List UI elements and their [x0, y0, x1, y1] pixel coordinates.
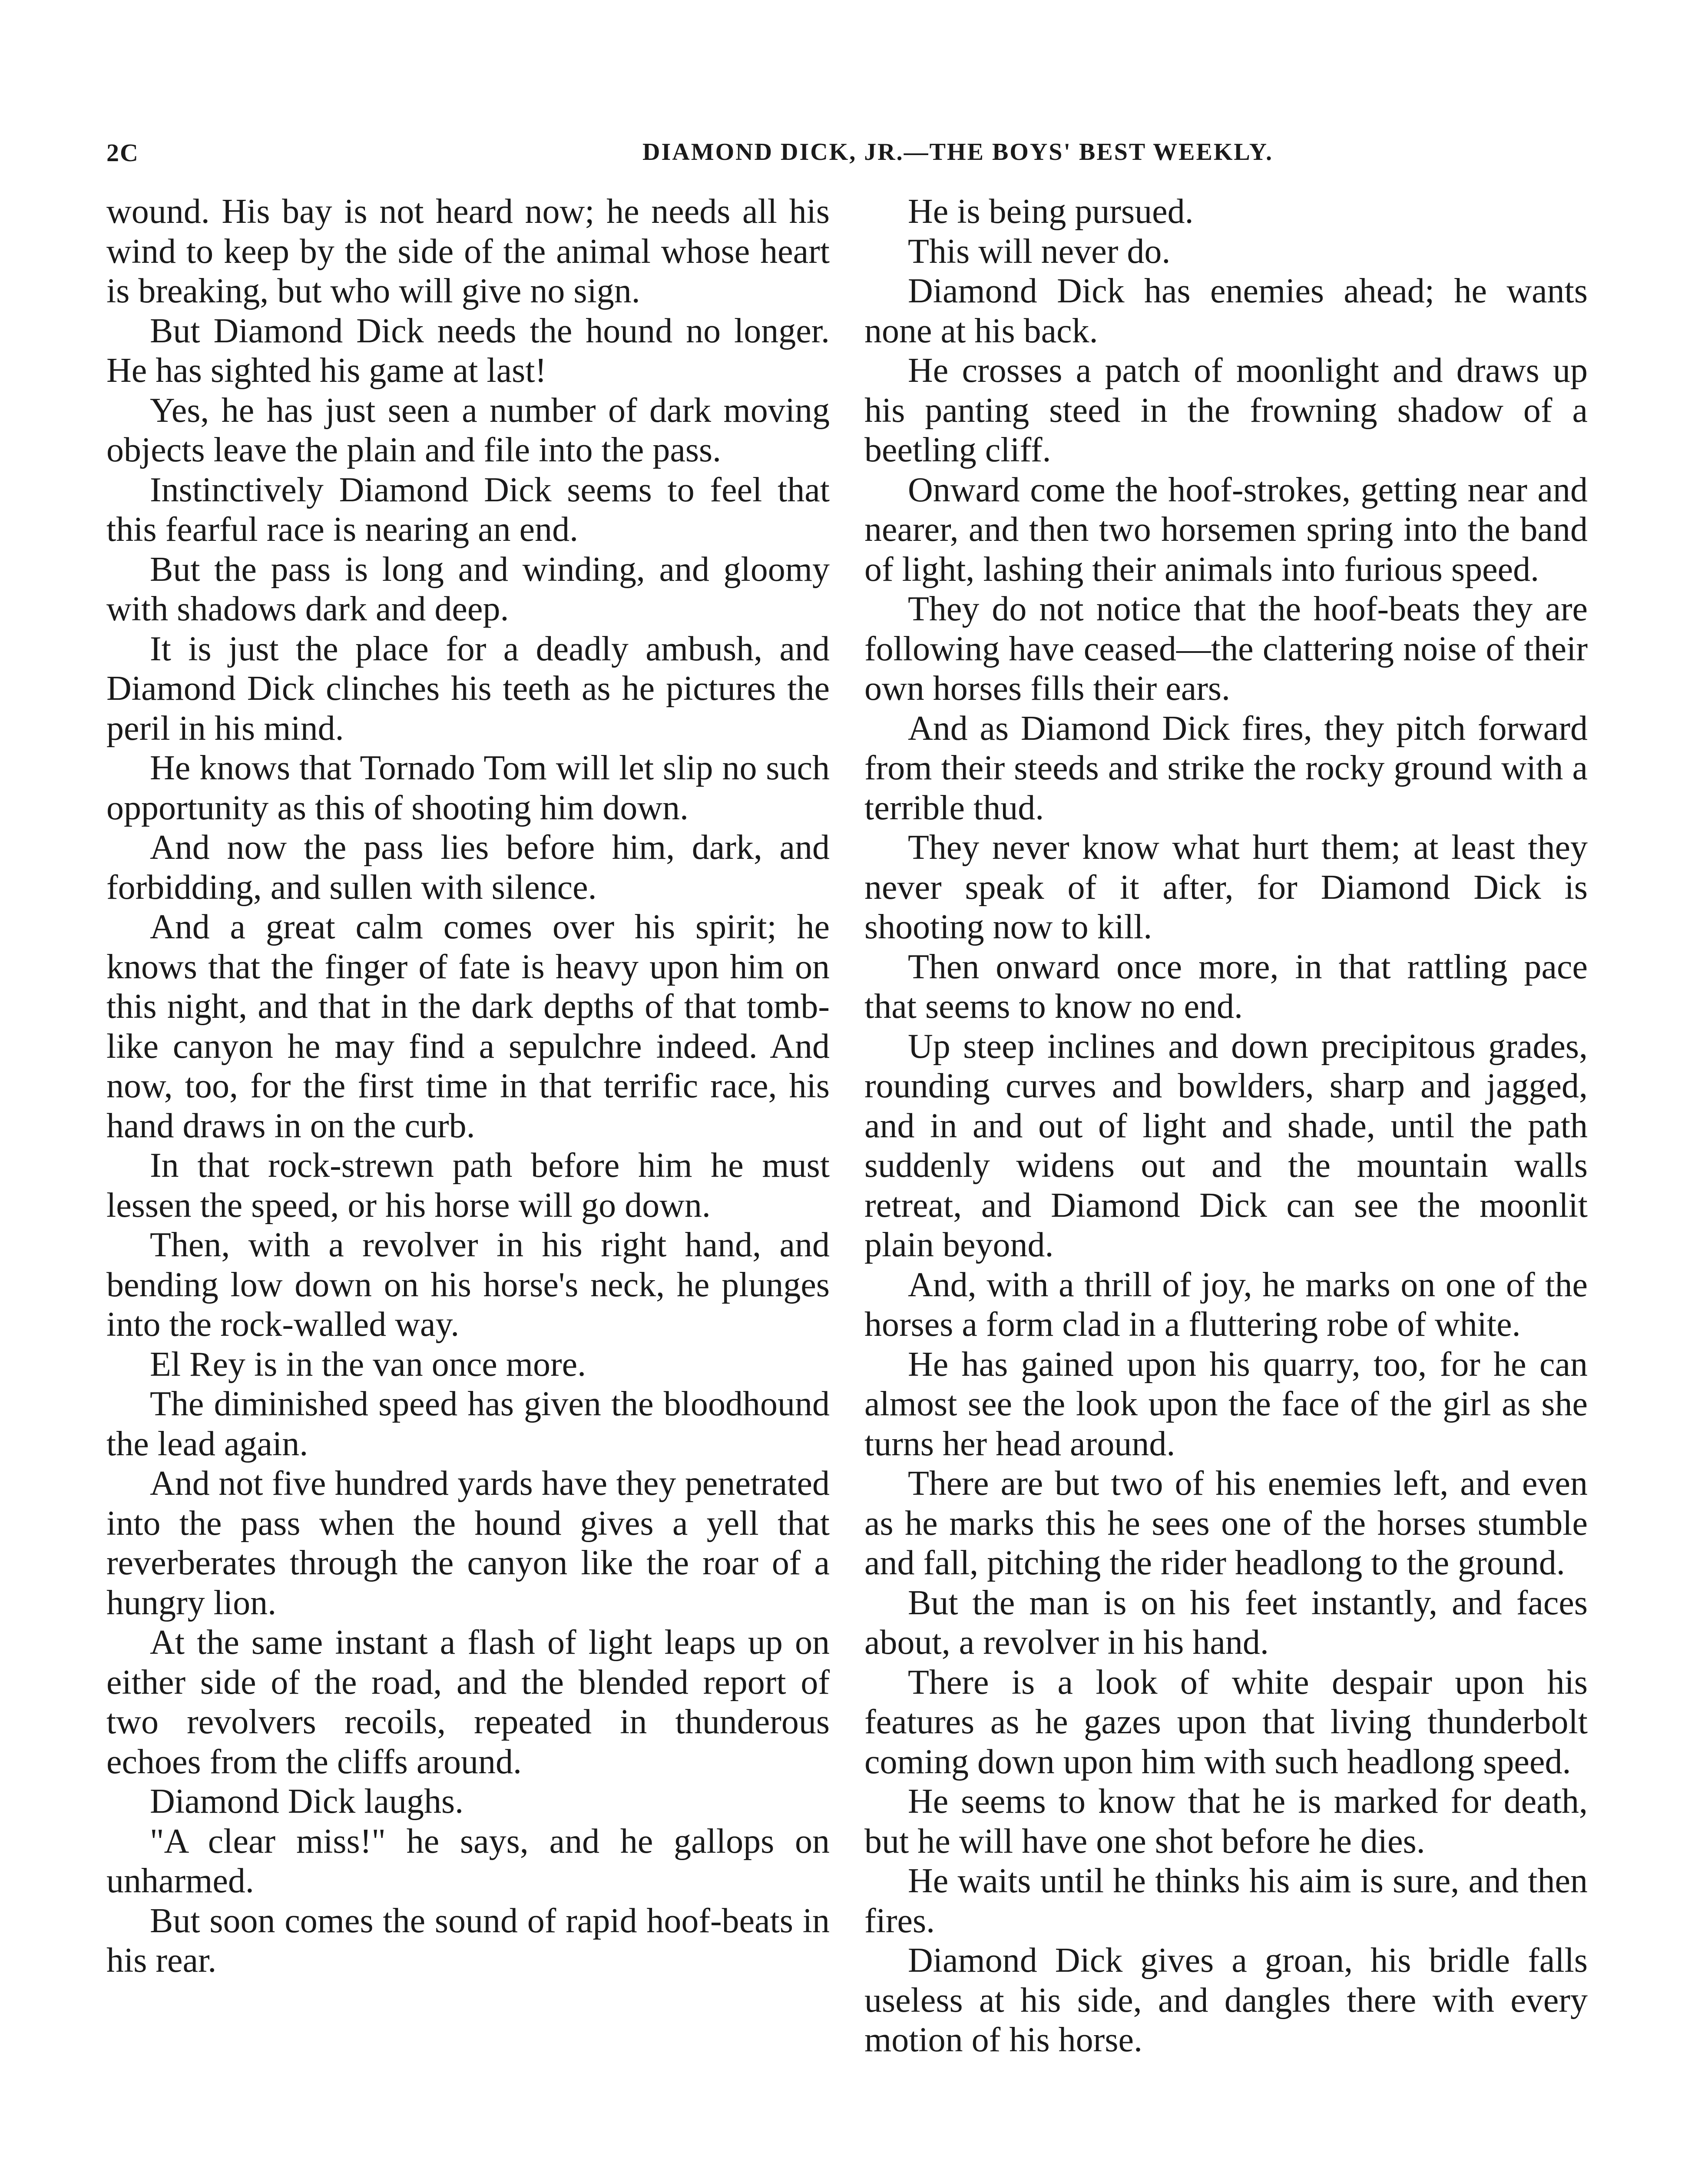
- paragraph: He is being pursued.: [908, 192, 1194, 231]
- paragraph: They never know what hurt them; at least they never speak of it after, for Diamond Dick is shooting now to kill.: [864, 828, 1588, 946]
- paragraph: Then, with a revolver in his right hand, and bending low down on his horse's neck, he plunges into the rock-walled way.: [106, 1226, 830, 1344]
- page-header: [106, 138, 1605, 182]
- paragraph: Yes, he has just seen a number of dark moving objects leave the plain and file into the pass.: [106, 391, 830, 469]
- paragraph: He waits until he thinks his aim is sure, and then fires.: [864, 1862, 1588, 1940]
- paragraph: They do not notice that the hoof-beats they are following have ceased—the clattering noise of their own horses fills their ears.: [864, 590, 1588, 708]
- left-column: [106, 192, 830, 1981]
- running-head: DIAMOND DICK, JR.—THE BOYS' BEST WEEKLY.: [642, 139, 1273, 166]
- paragraph: In that rock-strewn path before him he must lessen the speed, or his horse will go down.: [106, 1146, 830, 1225]
- paragraph: "A clear miss!" he says, and he gallops on unharmed.: [106, 1822, 830, 1900]
- paragraph: And as Diamond Dick fires, they pitch forward from their steeds and strike the rocky ground with a terrible thud.: [864, 709, 1588, 827]
- paragraph: El Rey is in the van once more.: [150, 1345, 586, 1384]
- paragraph: He knows that Tornado Tom will let slip no such opportunity as this of shooting him down.: [106, 749, 830, 827]
- paragraph: Instinctively Diamond Dick seems to feel that this fearful race is nearing an end.: [106, 470, 830, 549]
- paragraph: There are but two of his enemies left, and even as he marks this he sees one of the horses stumble and fall, pitching the rider headlong to the ground.: [864, 1464, 1588, 1582]
- paragraph: And not five hundred yards have they penetrated into the pass when the hound gives a yell that reverberates through the canyon like the roar of a hungry lion.: [106, 1464, 830, 1622]
- paragraph: He seems to know that he is marked for death, but he will have one shot before he dies.: [864, 1782, 1588, 1861]
- paragraph: And now the pass lies before him, dark, and forbidding, and sullen with silence.: [106, 828, 830, 907]
- paragraph: Diamond Dick has enemies ahead; he wants none at his back.: [864, 272, 1588, 350]
- paragraph: There is a look of white despair upon his features as he gazes upon that living thunderbolt coming down upon him with such headlong speed.: [864, 1663, 1588, 1781]
- paragraph: But the man is on his feet instantly, and faces about, a revolver in his hand.: [864, 1583, 1588, 1662]
- paragraph: And a great calm comes over his spirit; he knows that the finger of fate is heavy upon him on this night, and that in the dark depths of that tomb-like canyon he may find a sepulchre indeed. And now, too, for the first time in that terrific race, his hand draws in on the curb.: [106, 908, 830, 1145]
- paragraph: But Diamond Dick needs the hound no longer. He has sighted his game at last!: [106, 311, 830, 390]
- paragraph: Diamond Dick gives a groan, his bridle falls useless at his side, and dangles there with every motion of his horse.: [864, 1941, 1588, 2059]
- paragraph: This will never do.: [908, 232, 1171, 271]
- paragraph: Up steep inclines and down precipitous grades, rounding curves and bowlders, sharp and jagged, and in and out of light and shade, until the path suddenly widens out and the mountain walls retreat, and Diamond Dick can see the moonlit plain beyond.: [864, 1027, 1588, 1264]
- paragraph: The diminished speed has given the bloodhound the lead again.: [106, 1385, 830, 1463]
- paragraph: He has gained upon his quarry, too, for he can almost see the look upon the face of the girl as she turns her head around.: [864, 1345, 1588, 1463]
- paragraph: But soon comes the sound of rapid hoof-beats in his rear.: [106, 1901, 830, 1980]
- paragraph: wound. His bay is not heard now; he needs all his wind to keep by the side of the animal whose heart is breaking, but who will give no sign.: [106, 192, 830, 310]
- right-column: [864, 192, 1588, 2060]
- paragraph: At the same instant a flash of light leaps up on either side of the road, and the blended report of two revolvers recoils, repeated in thunderous echoes from the cliffs around.: [106, 1623, 830, 1781]
- paragraph: Then onward once more, in that rattling pace that seems to know no end.: [864, 947, 1588, 1026]
- paragraph: Onward come the hoof-strokes, getting near and nearer, and then two horsemen spring into the band of light, lashing their animals into furious speed.: [864, 470, 1588, 589]
- paragraph: He crosses a patch of moonlight and draws up his panting steed in the frowning shadow of a beetling cliff.: [864, 351, 1588, 469]
- paragraph: But the pass is long and winding, and gloomy with shadows dark and deep.: [106, 550, 830, 628]
- paragraph: And, with a thrill of joy, he marks on one of the horses a form clad in a fluttering robe of white.: [864, 1265, 1588, 1344]
- paragraph: Diamond Dick laughs.: [150, 1782, 464, 1821]
- page-number: 2C: [106, 139, 139, 167]
- paragraph: It is just the place for a deadly ambush, and Diamond Dick clinches his teeth as he pictures the peril in his mind.: [106, 629, 830, 748]
